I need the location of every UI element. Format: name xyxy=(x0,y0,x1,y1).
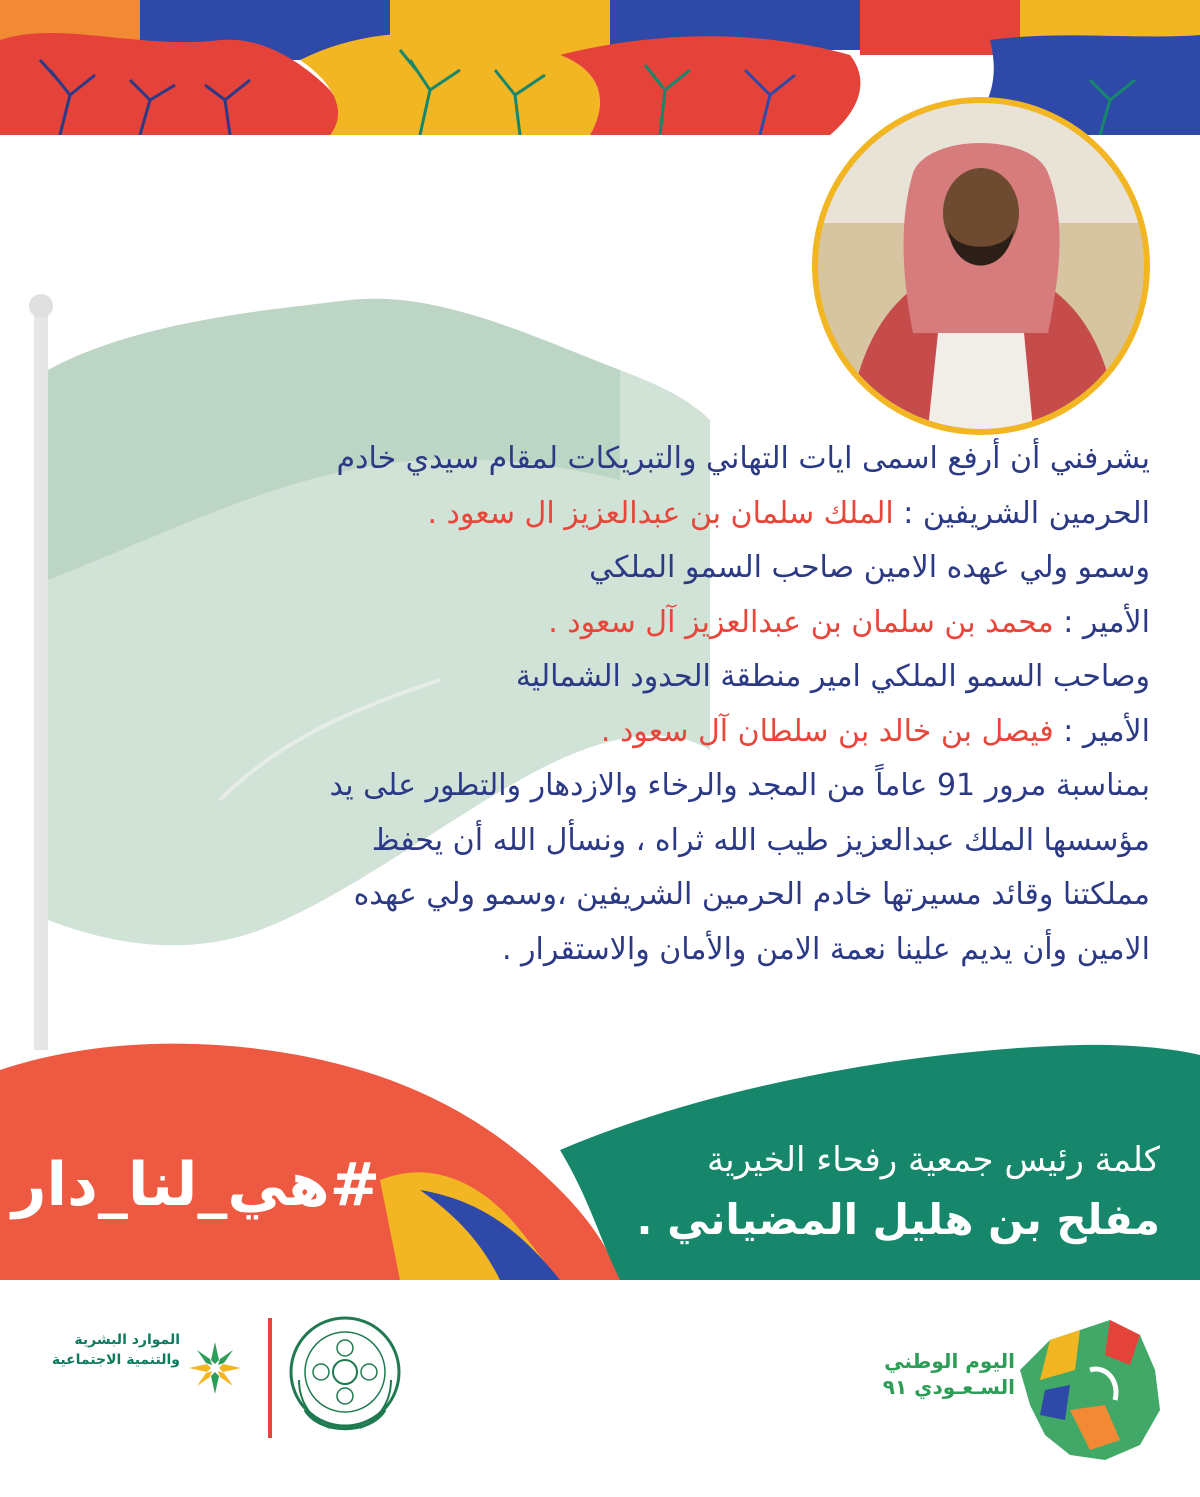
ministry-name xyxy=(30,1330,180,1370)
footer-divider xyxy=(268,1318,272,1438)
ministry-logo-icon xyxy=(185,1338,245,1398)
portrait-photo xyxy=(812,97,1150,435)
line-text: الأمير : xyxy=(1053,604,1150,640)
line-text: وسمو ولي عهده الامين صاحب السمو الملكي xyxy=(589,550,1150,585)
line-text: وصاحب السمو الملكي امير منطقة الحدود الشمالية xyxy=(515,659,1150,694)
text-line xyxy=(120,596,1150,651)
line-text: الأمير : xyxy=(1053,713,1150,749)
speech-title: كلمة رئيس جمعية رفحاء الخيرية xyxy=(706,1140,1160,1180)
charity-seal-logo xyxy=(285,1310,405,1450)
text-line xyxy=(120,759,1150,814)
text-line xyxy=(120,650,1150,705)
ministry-line: الموارد البشرية xyxy=(74,1332,180,1348)
text-line xyxy=(120,432,1150,487)
highlighted-name: محمد بن سلمان بن عبدالعزيز آل سعود . xyxy=(548,604,1054,640)
text-line xyxy=(120,868,1150,923)
greeting-text xyxy=(120,432,1150,977)
text-line xyxy=(120,487,1150,542)
national-day-line: السـعـودي ٩١ xyxy=(882,1375,1015,1399)
text-line xyxy=(120,923,1150,978)
line-text: الحرمين الشريفين : xyxy=(893,495,1150,531)
line-text: الامين وأن يديم علينا نعمة الامن والأمان والاستقرار . xyxy=(501,931,1150,967)
hashtag-text: #هي_لنا_دار xyxy=(11,1150,380,1220)
line-text: مؤسسها الملك عبدالعزيز طيب الله ثراه ، ونسأل الله أن يحفظ xyxy=(371,822,1150,858)
text-line xyxy=(120,814,1150,869)
line-text: بمناسبة مرور 91 عاماً من المجد والرخاء والازدهار والتطور على يد xyxy=(329,768,1150,803)
highlighted-name: الملك سلمان بن عبدالعزيز ال سعود . xyxy=(427,495,894,531)
text-line xyxy=(120,705,1150,760)
line-text: مملكتنا وقائد مسيرتها خادم الحرمين الشريفين ،وسمو ولي عهده xyxy=(353,877,1150,912)
ministry-line: والتنمية الاجتماعية xyxy=(51,1352,180,1368)
national-day-logo xyxy=(1010,1310,1170,1470)
national-day-line: اليوم الوطني xyxy=(884,1349,1015,1373)
text-line xyxy=(120,541,1150,596)
line-text: يشرفني أن أرفع اسمى ايات التهاني والتبريكات لمقام سيدي خادم xyxy=(336,441,1150,476)
highlighted-name: فيصل بن خالد بن سلطان آل سعود . xyxy=(600,713,1054,749)
speaker-name: مفلح بن هليل المضياني . xyxy=(636,1195,1160,1244)
national-day-label xyxy=(835,1348,1015,1400)
